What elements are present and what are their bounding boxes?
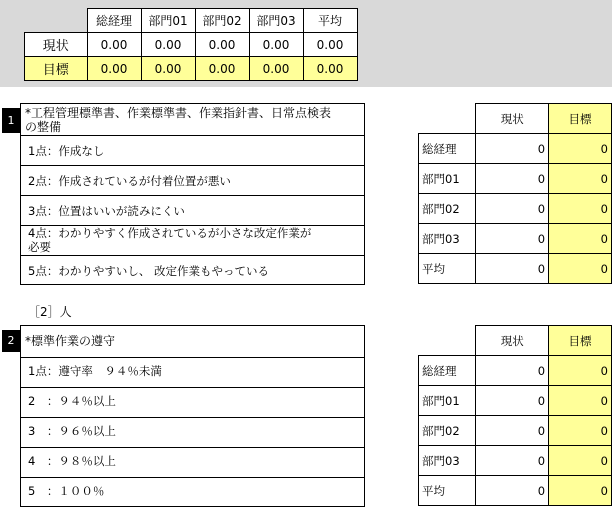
option-text xyxy=(28,264,269,278)
current-cell[interactable]: 0 xyxy=(476,446,549,476)
summary-col-header: 部門01 xyxy=(141,9,195,33)
option-text xyxy=(28,364,162,378)
target-cell[interactable]: 0 xyxy=(549,386,612,416)
target-cell[interactable]: 0 xyxy=(549,476,612,506)
score-row-name: 総経理 xyxy=(419,356,476,386)
summary-cell[interactable]: 0.00 xyxy=(141,33,195,57)
option-text xyxy=(28,144,104,158)
summary-cell[interactable]: 0.00 xyxy=(141,57,195,81)
score-row-name: 部門01 xyxy=(419,386,476,416)
current-cell[interactable]: 0 xyxy=(476,254,549,284)
question-title xyxy=(25,106,331,134)
summary-col-header: 平均 xyxy=(303,9,357,33)
current-cell[interactable]: 0 xyxy=(476,164,549,194)
option-line: 1点：作成なし xyxy=(28,144,105,158)
option-text xyxy=(28,226,311,254)
target-cell[interactable]: 0 xyxy=(549,134,612,164)
question-box xyxy=(20,325,365,507)
option-text xyxy=(28,424,116,438)
summary-row-label: 目標 xyxy=(25,57,88,81)
score-row-name: 総経理 xyxy=(419,134,476,164)
summary-table xyxy=(24,8,358,81)
summary-col-header: 部門03 xyxy=(249,9,303,33)
option-line: 4 ：９８％以上 xyxy=(28,454,116,468)
option-line: 5 ：１００％ xyxy=(28,484,105,498)
section-number: 2 xyxy=(2,330,20,352)
score-row-name: 部門02 xyxy=(419,194,476,224)
question-title-line: *工程管理標準書、作業標準書、作業指針書、日常点検表 xyxy=(25,106,332,120)
current-cell[interactable]: 0 xyxy=(476,356,549,386)
option-text xyxy=(28,484,104,498)
summary-cell[interactable]: 0.00 xyxy=(87,33,141,57)
target-cell[interactable]: 0 xyxy=(549,416,612,446)
current-cell[interactable]: 0 xyxy=(476,194,549,224)
category-label: ［2］人 xyxy=(28,305,72,319)
summary-row-label: 現状 xyxy=(25,33,88,57)
question-box xyxy=(20,103,365,285)
target-header: 目標 xyxy=(549,104,612,134)
option-line: 2 ：９４％以上 xyxy=(28,394,116,408)
summary-cell[interactable]: 0.00 xyxy=(249,57,303,81)
summary-cell[interactable]: 0.00 xyxy=(195,57,249,81)
option-text xyxy=(28,394,116,408)
option-line: 2点：作成されているが付着位置が悪い xyxy=(28,174,231,188)
summary-cell[interactable]: 0.00 xyxy=(303,57,357,81)
target-cell[interactable]: 0 xyxy=(549,356,612,386)
question-title-line: *標準作業の遵守 xyxy=(25,334,116,348)
section-number: 1 xyxy=(2,108,20,133)
question-title xyxy=(25,334,115,348)
current-cell[interactable]: 0 xyxy=(476,386,549,416)
current-cell[interactable]: 0 xyxy=(476,224,549,254)
score-row-name: 平均 xyxy=(419,254,476,284)
option-line: 1点：遵守率 ９４％未満 xyxy=(28,364,162,378)
question-title-line: の整備 xyxy=(25,120,62,134)
option-line: 3点：位置はいいが読みにくい xyxy=(28,204,185,218)
option-text xyxy=(28,204,185,218)
summary-col-header: 総経理 xyxy=(87,9,141,33)
current-header: 現状 xyxy=(476,326,549,356)
current-header: 現状 xyxy=(476,104,549,134)
score-row-name: 部門03 xyxy=(419,224,476,254)
target-cell[interactable]: 0 xyxy=(549,446,612,476)
target-header: 目標 xyxy=(549,326,612,356)
current-cell[interactable]: 0 xyxy=(476,134,549,164)
current-cell[interactable]: 0 xyxy=(476,416,549,446)
option-line: 5点：わかりやすいし、 改定作業もやっている xyxy=(28,264,269,278)
option-line: 4点：わかりやすく作成されているが小さな改定作業が xyxy=(28,226,312,240)
score-row-name: 部門03 xyxy=(419,446,476,476)
summary-cell[interactable]: 0.00 xyxy=(195,33,249,57)
target-cell[interactable]: 0 xyxy=(549,164,612,194)
score-table xyxy=(418,103,612,284)
current-cell[interactable]: 0 xyxy=(476,476,549,506)
score-row-name: 平均 xyxy=(419,476,476,506)
target-cell[interactable]: 0 xyxy=(549,254,612,284)
option-text xyxy=(28,174,231,188)
option-text xyxy=(28,454,116,468)
summary-cell[interactable]: 0.00 xyxy=(87,57,141,81)
option-line: 必要 xyxy=(28,240,51,254)
target-cell[interactable]: 0 xyxy=(549,224,612,254)
summary-cell[interactable]: 0.00 xyxy=(303,33,357,57)
target-cell[interactable]: 0 xyxy=(549,194,612,224)
option-line: 3 ：９６％以上 xyxy=(28,424,116,438)
summary-cell[interactable]: 0.00 xyxy=(249,33,303,57)
score-table xyxy=(418,325,612,506)
summary-corner xyxy=(25,9,88,33)
summary-col-header: 部門02 xyxy=(195,9,249,33)
score-row-name: 部門01 xyxy=(419,164,476,194)
score-row-name: 部門02 xyxy=(419,416,476,446)
